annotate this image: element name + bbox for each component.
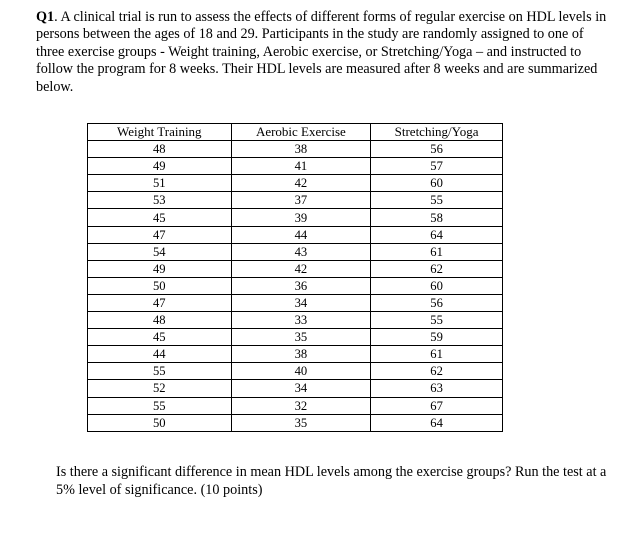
column-header-weight-training: Weight Training xyxy=(88,124,232,141)
cell-weight-training: 49 xyxy=(88,158,232,175)
cell-aerobic-exercise: 35 xyxy=(231,414,371,431)
table-row xyxy=(88,312,503,329)
cell-aerobic-exercise: 38 xyxy=(231,346,371,363)
cell-aerobic-exercise: 43 xyxy=(231,243,371,260)
table-row xyxy=(88,158,503,175)
cell-weight-training: 49 xyxy=(88,260,232,277)
table-row xyxy=(88,346,503,363)
table-row xyxy=(88,243,503,260)
cell-weight-training: 55 xyxy=(88,363,232,380)
cell-stretching-yoga: 64 xyxy=(371,226,503,243)
cell-stretching-yoga: 64 xyxy=(371,414,503,431)
table-row xyxy=(88,363,503,380)
table-row xyxy=(88,209,503,226)
table-row xyxy=(88,192,503,209)
cell-aerobic-exercise: 44 xyxy=(231,226,371,243)
table-row xyxy=(88,277,503,294)
cell-weight-training: 48 xyxy=(88,141,232,158)
cell-stretching-yoga: 61 xyxy=(371,346,503,363)
table-row xyxy=(88,397,503,414)
cell-weight-training: 45 xyxy=(88,329,232,346)
cell-stretching-yoga: 57 xyxy=(371,158,503,175)
table-row xyxy=(88,414,503,431)
cell-stretching-yoga: 56 xyxy=(371,141,503,158)
cell-aerobic-exercise: 40 xyxy=(231,363,371,380)
question-label: Q1 xyxy=(36,9,55,25)
table-row xyxy=(88,380,503,397)
column-header-aerobic-exercise: Aerobic Exercise xyxy=(231,124,371,141)
cell-weight-training: 45 xyxy=(88,209,232,226)
cell-aerobic-exercise: 32 xyxy=(231,397,371,414)
table-row xyxy=(88,141,503,158)
cell-aerobic-exercise: 37 xyxy=(231,192,371,209)
cell-stretching-yoga: 62 xyxy=(371,260,503,277)
hdl-data-table xyxy=(87,123,503,432)
cell-weight-training: 44 xyxy=(88,346,232,363)
cell-weight-training: 52 xyxy=(88,380,232,397)
cell-weight-training: 55 xyxy=(88,397,232,414)
cell-stretching-yoga: 55 xyxy=(371,312,503,329)
table-row xyxy=(88,294,503,311)
cell-stretching-yoga: 60 xyxy=(371,175,503,192)
cell-stretching-yoga: 61 xyxy=(371,243,503,260)
cell-weight-training: 48 xyxy=(88,312,232,329)
cell-weight-training: 53 xyxy=(88,192,232,209)
table-row xyxy=(88,329,503,346)
cell-aerobic-exercise: 42 xyxy=(231,260,371,277)
cell-stretching-yoga: 67 xyxy=(371,397,503,414)
cell-aerobic-exercise: 38 xyxy=(231,141,371,158)
cell-weight-training: 54 xyxy=(88,243,232,260)
cell-aerobic-exercise: 41 xyxy=(231,158,371,175)
cell-aerobic-exercise: 34 xyxy=(231,380,371,397)
cell-stretching-yoga: 58 xyxy=(371,209,503,226)
problem-description: . A clinical trial is run to assess the effects of different forms of regular exercise on HDL levels in persons between the ages of 18 and 29. Participants in the study are randomly assigned to one of three exercise groups - Weight training, Aerobic exercise, or Stretching/Yoga – and instructed to follow the program for 8 weeks. Their HDL levels are measured after 8 weeks and are summarized below. xyxy=(36,9,607,95)
table-row xyxy=(88,175,503,192)
cell-aerobic-exercise: 33 xyxy=(231,312,371,329)
table-row xyxy=(88,260,503,277)
column-header-stretching-yoga: Stretching/Yoga xyxy=(371,124,503,141)
cell-weight-training: 47 xyxy=(88,226,232,243)
table-row xyxy=(88,226,503,243)
problem-intro xyxy=(36,9,611,96)
table-body xyxy=(88,141,503,432)
question-text: Is there a significant difference in mean HDL levels among the exercise groups? Run the test at a 5% level of significance. (10 points) xyxy=(56,464,607,498)
cell-weight-training: 47 xyxy=(88,294,232,311)
cell-stretching-yoga: 59 xyxy=(371,329,503,346)
cell-weight-training: 50 xyxy=(88,277,232,294)
cell-stretching-yoga: 62 xyxy=(371,363,503,380)
cell-stretching-yoga: 56 xyxy=(371,294,503,311)
cell-stretching-yoga: 60 xyxy=(371,277,503,294)
table-header-row xyxy=(88,124,503,141)
cell-stretching-yoga: 55 xyxy=(371,192,503,209)
cell-aerobic-exercise: 34 xyxy=(231,294,371,311)
cell-aerobic-exercise: 42 xyxy=(231,175,371,192)
cell-aerobic-exercise: 39 xyxy=(231,209,371,226)
cell-stretching-yoga: 63 xyxy=(371,380,503,397)
cell-weight-training: 51 xyxy=(88,175,232,192)
cell-aerobic-exercise: 36 xyxy=(231,277,371,294)
cell-weight-training: 50 xyxy=(88,414,232,431)
cell-aerobic-exercise: 35 xyxy=(231,329,371,346)
